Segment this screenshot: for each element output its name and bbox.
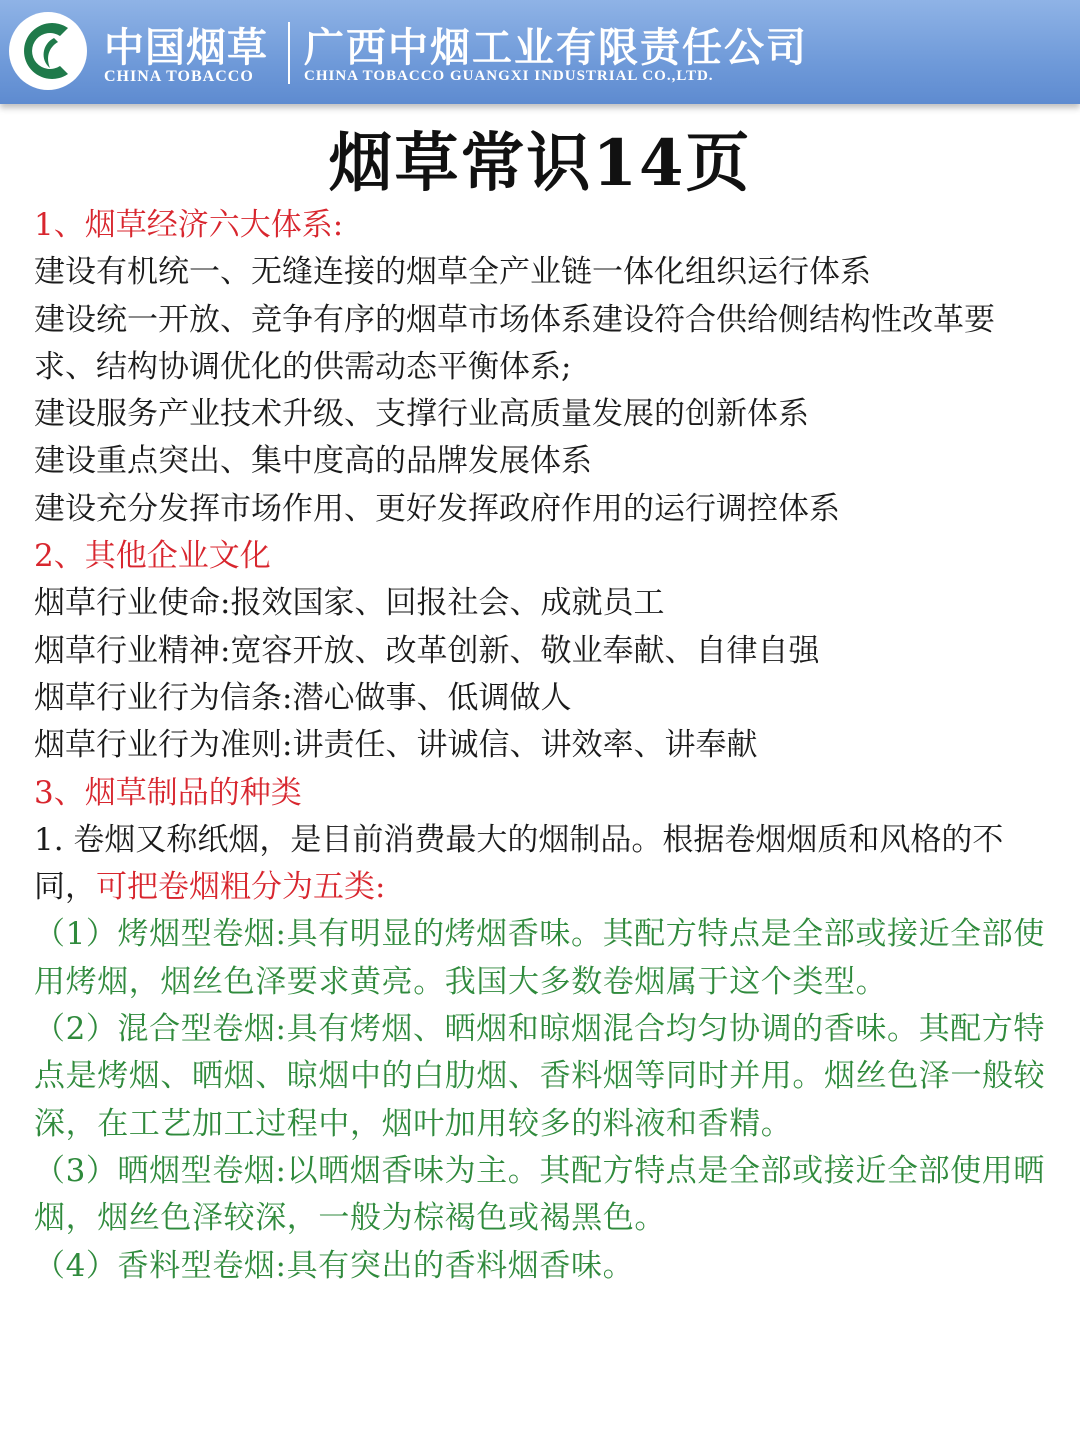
- page-title: 烟草常识14页: [328, 126, 752, 201]
- brand-name-en: CHINA TOBACCO: [104, 68, 254, 85]
- cigarette-type-item: （2）混合型卷烟:具有烤烟、晒烟和晾烟混合均匀协调的香味。其配方特点是烤烟、晒烟、晾烟中的白肋烟、香料烟等同时并用。烟丝色泽一般较深，在工艺加工过程中，烟叶加用较多的料液和香精。: [34, 1011, 1046, 1142]
- company-name-en: CHINA TOBACCO GUANGXI INDUSTRIAL CO.,LTD.: [304, 68, 714, 84]
- section-1-line: 建设服务产业技术升级、支撑行业高质量发展的创新体系: [34, 396, 809, 433]
- section-1-heading: 1、烟草经济六大体系:: [34, 207, 344, 243]
- section-2-line: 烟草行业精神:宽容开放、改革创新、敬业奉献、自律自强: [34, 632, 820, 669]
- header-banner: [0, 0, 1080, 104]
- section-3-intro-text: 1. 卷烟又称纸烟，是目前消费最大的烟制品。根据卷烟烟质和风格的不同，: [34, 821, 1004, 906]
- section-2-line: 烟草行业使命:报效国家、回报社会、成就员工: [34, 585, 665, 622]
- section-2-line: 烟草行业行为信条:潜心做事、低调做人: [34, 679, 572, 716]
- section-2-heading: 2、其他企业文化: [34, 538, 271, 575]
- cigarette-type-item: （3）晒烟型卷烟:以晒烟香味为主。其配方特点是全部或接近全部使用晒烟，烟丝色泽较深，一般为棕褐色或褐黑色。: [34, 1152, 1045, 1237]
- cigarette-type-item: （1）烤烟型卷烟:具有明显的烤烟香味。其配方特点是全部或接近全部使用烤烟，烟丝色泽要求黄亮。我国大多数卷烟属于这个类型。: [34, 916, 1045, 1000]
- section-1-line: 建设统一开放、竞争有序的烟草市场体系建设符合供给侧结构性改革要求、结构协调优化的供需动态平衡体系;: [34, 301, 995, 385]
- section-3-intro: [34, 817, 1048, 912]
- cigarette-type-item: （4）香料型卷烟:具有突出的香料烟香味。: [34, 1247, 635, 1284]
- company-name-cn: 广西中烟工业有限责任公司: [304, 25, 808, 71]
- document-body: [34, 202, 1048, 1290]
- brand-name-cn: 中国烟草: [104, 25, 268, 71]
- section-1-line: 建设有机统一、无缝连接的烟草全产业链一体化组织运行体系: [34, 254, 871, 291]
- header-divider: [288, 22, 290, 84]
- section-2-line: 烟草行业行为准则:讲责任、讲诚信、讲效率、讲奉献: [34, 727, 758, 764]
- section-1-line: 建设重点突出、集中度高的品牌发展体系: [34, 443, 592, 480]
- section-1-line: 建设充分发挥市场作用、更好发挥政府作用的运行调控体系: [34, 490, 840, 527]
- section-3-intro-highlight: 可把卷烟粗分为五类:: [96, 869, 386, 906]
- section-3-heading: 3、烟草制品的种类: [34, 774, 302, 811]
- china-tobacco-logo-icon: [8, 8, 88, 94]
